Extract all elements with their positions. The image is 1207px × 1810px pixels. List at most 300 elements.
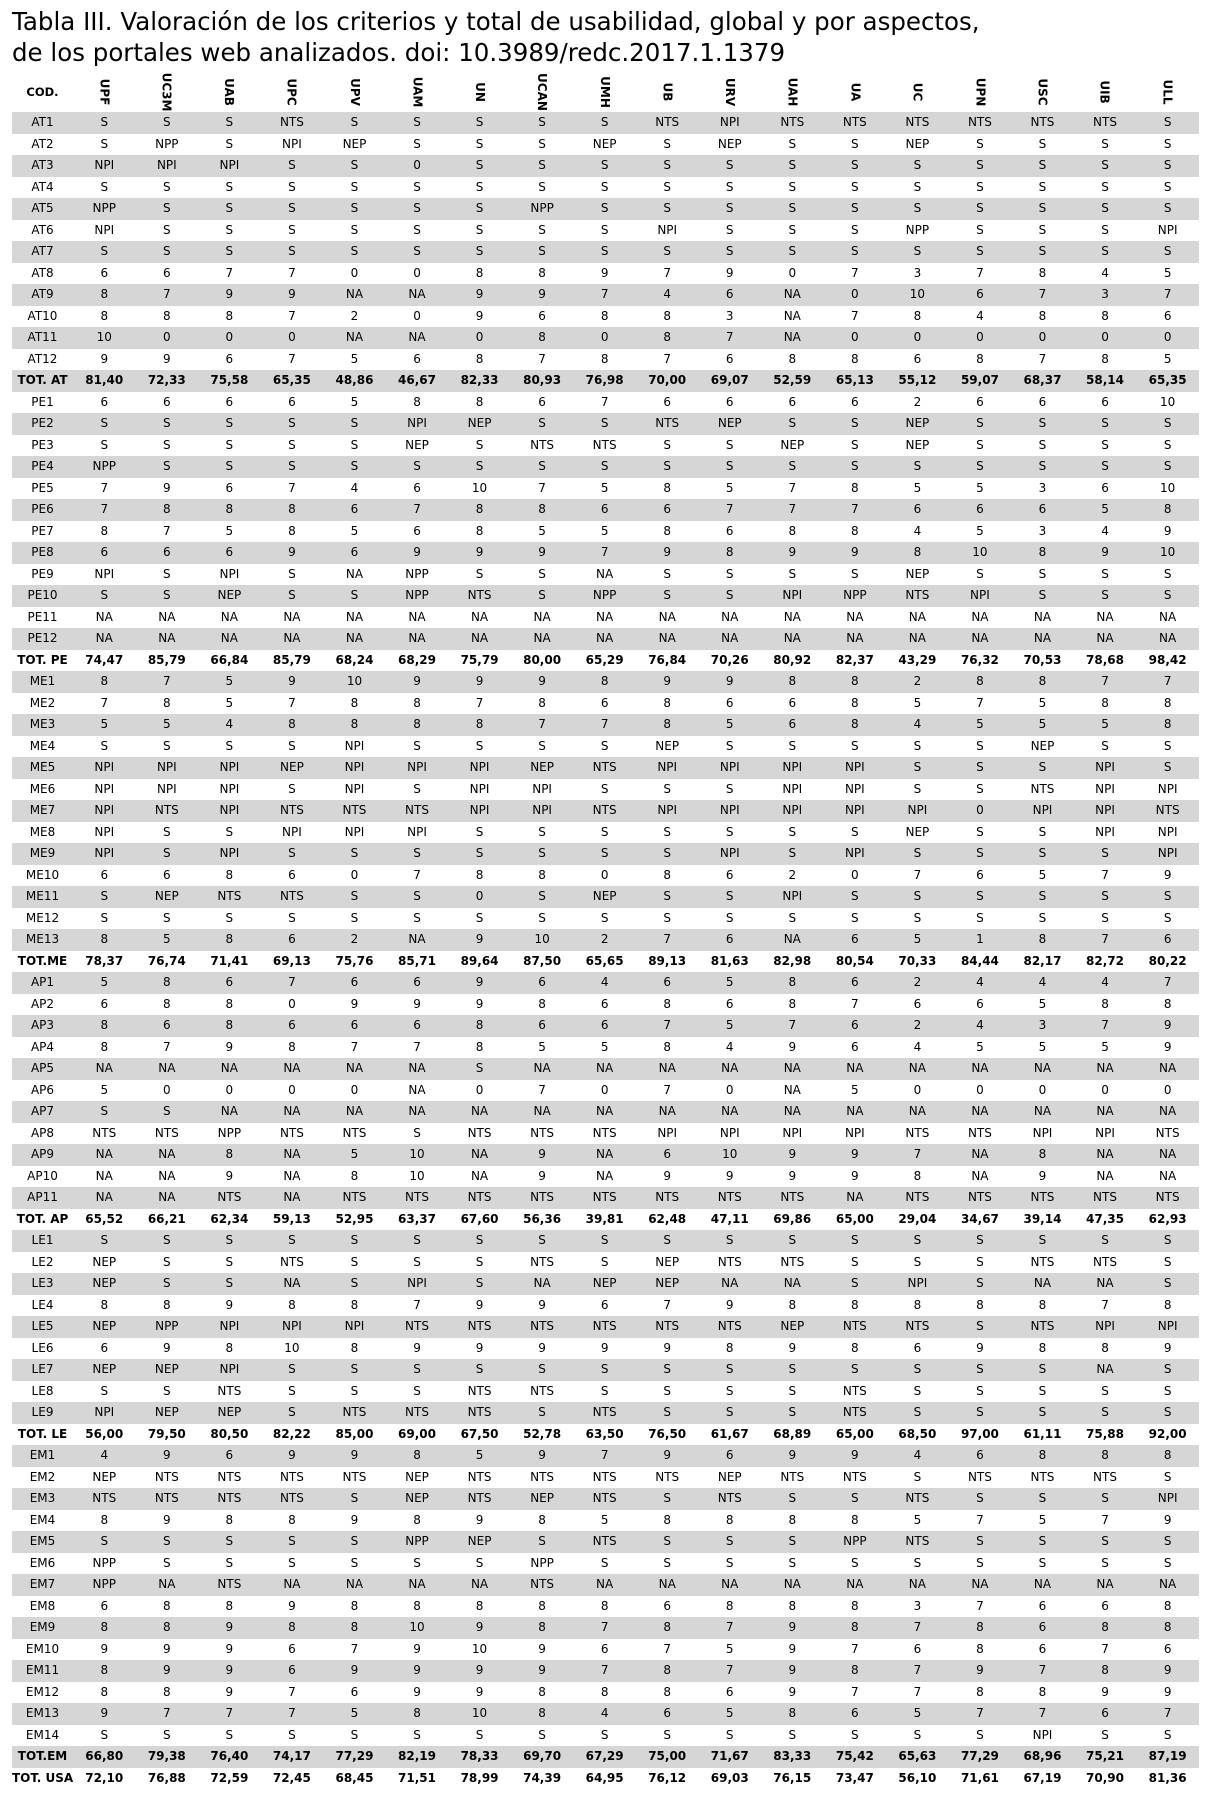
cell-uab: S bbox=[198, 220, 261, 242]
total-row bbox=[12, 951, 1199, 973]
row-code: ME4 bbox=[12, 736, 73, 758]
cell-ub: S bbox=[636, 585, 699, 607]
cell-ua: S bbox=[824, 886, 887, 908]
cell-urv: 6 bbox=[698, 521, 761, 543]
cell-un: 78,33 bbox=[448, 1746, 511, 1768]
cell-umh: 0 bbox=[573, 1080, 636, 1102]
cell-ucan: 9 bbox=[511, 1639, 574, 1661]
cell-usc: S bbox=[1011, 456, 1074, 478]
cell-uib: 6 bbox=[1074, 392, 1137, 414]
cell-upf: S bbox=[73, 585, 136, 607]
cell-upc: 72,45 bbox=[261, 1768, 324, 1790]
cell-uib: NTS bbox=[1074, 1187, 1137, 1209]
row-code: LE8 bbox=[12, 1381, 73, 1403]
cell-upc: 0 bbox=[261, 994, 324, 1016]
cell-upf: S bbox=[73, 1230, 136, 1252]
cell-urv: 6 bbox=[698, 693, 761, 715]
cell-ull: 9 bbox=[1136, 1338, 1199, 1360]
cell-uib: 8 bbox=[1074, 693, 1137, 715]
cell-uab: 8 bbox=[198, 865, 261, 887]
cell-uc: S bbox=[886, 456, 949, 478]
cell-ucan: 74,39 bbox=[511, 1768, 574, 1790]
cell-upv: NA bbox=[323, 1574, 386, 1596]
cell-uib: S bbox=[1074, 413, 1137, 435]
cell-upf: 9 bbox=[73, 1639, 136, 1661]
cell-usc: 3 bbox=[1011, 478, 1074, 500]
cell-uam: 63,37 bbox=[386, 1209, 449, 1231]
cell-uah: 8 bbox=[761, 994, 824, 1016]
cell-upn: S bbox=[949, 564, 1012, 586]
cell-uam: NA bbox=[386, 1058, 449, 1080]
cell-uc3m: 8 bbox=[136, 306, 199, 328]
cell-uib: S bbox=[1074, 177, 1137, 199]
cell-uc3m: 7 bbox=[136, 1037, 199, 1059]
cell-uam: 71,51 bbox=[386, 1768, 449, 1790]
cell-usc: S bbox=[1011, 843, 1074, 865]
cell-ucan: 8 bbox=[511, 327, 574, 349]
cell-urv: 5 bbox=[698, 1703, 761, 1725]
cell-upc: 65,35 bbox=[261, 370, 324, 392]
cell-upn: 9 bbox=[949, 1660, 1012, 1682]
cell-upc: S bbox=[261, 736, 324, 758]
cell-urv: S bbox=[698, 1359, 761, 1381]
cell-upf: NEP bbox=[73, 1359, 136, 1381]
cell-ub: 7 bbox=[636, 929, 699, 951]
cell-usc: 8 bbox=[1011, 1295, 1074, 1317]
cell-ub: 8 bbox=[636, 306, 699, 328]
cell-ull: 5 bbox=[1136, 349, 1199, 371]
table-row bbox=[12, 908, 1199, 930]
row-code: TOT. AT bbox=[12, 370, 73, 392]
cell-uc: 8 bbox=[886, 542, 949, 564]
cell-uib: S bbox=[1074, 585, 1137, 607]
cell-upf: NTS bbox=[73, 1488, 136, 1510]
cell-uam: S bbox=[386, 112, 449, 134]
cell-upc: S bbox=[261, 1531, 324, 1553]
cell-ucan: 6 bbox=[511, 392, 574, 414]
cell-uc3m: 6 bbox=[136, 263, 199, 285]
cell-upc: 6 bbox=[261, 929, 324, 951]
cell-ua: 6 bbox=[824, 1037, 887, 1059]
cell-un: S bbox=[448, 736, 511, 758]
row-code: AT12 bbox=[12, 349, 73, 371]
cell-uab: 8 bbox=[198, 306, 261, 328]
cell-uah: NTS bbox=[761, 1467, 824, 1489]
table-row bbox=[12, 478, 1199, 500]
cell-ua: 6 bbox=[824, 1015, 887, 1037]
row-code: EM7 bbox=[12, 1574, 73, 1596]
cell-upn: S bbox=[949, 1488, 1012, 1510]
cell-ucan: S bbox=[511, 843, 574, 865]
cell-usc: 9 bbox=[1011, 1166, 1074, 1188]
cell-urv: NPI bbox=[698, 843, 761, 865]
cell-ub: S bbox=[636, 435, 699, 457]
cell-upf: S bbox=[73, 177, 136, 199]
cell-ub: 70,00 bbox=[636, 370, 699, 392]
cell-upv: NPI bbox=[323, 779, 386, 801]
cell-uam: 8 bbox=[386, 714, 449, 736]
cell-uam: 85,71 bbox=[386, 951, 449, 973]
cell-uah: NPI bbox=[761, 886, 824, 908]
cell-usc: NTS bbox=[1011, 1252, 1074, 1274]
cell-urv: 8 bbox=[698, 1596, 761, 1618]
cell-usc: S bbox=[1011, 1381, 1074, 1403]
cell-ub: 75,00 bbox=[636, 1746, 699, 1768]
cell-ua: S bbox=[824, 1359, 887, 1381]
cell-uab: 0 bbox=[198, 1080, 261, 1102]
cell-usc: 8 bbox=[1011, 1338, 1074, 1360]
cell-upv: 5 bbox=[323, 349, 386, 371]
cell-usc: NA bbox=[1011, 1058, 1074, 1080]
cell-uah: NTS bbox=[761, 1252, 824, 1274]
header-ucan bbox=[511, 72, 574, 112]
cell-umh: S bbox=[573, 177, 636, 199]
row-code: EM14 bbox=[12, 1725, 73, 1747]
cell-uc: S bbox=[886, 908, 949, 930]
cell-uc3m: 5 bbox=[136, 714, 199, 736]
cell-umh: 76,98 bbox=[573, 370, 636, 392]
cell-umh: S bbox=[573, 1252, 636, 1274]
cell-ucan: NTS bbox=[511, 1467, 574, 1489]
cell-umh: S bbox=[573, 241, 636, 263]
cell-upc: NEP bbox=[261, 757, 324, 779]
cell-ucan: 6 bbox=[511, 1015, 574, 1037]
cell-ua: 5 bbox=[824, 1080, 887, 1102]
cell-ua: NTS bbox=[824, 1316, 887, 1338]
cell-umh: 5 bbox=[573, 478, 636, 500]
cell-uib: 7 bbox=[1074, 1510, 1137, 1532]
cell-uc: 7 bbox=[886, 1144, 949, 1166]
cell-uah: S bbox=[761, 1725, 824, 1747]
cell-uib: NA bbox=[1074, 1101, 1137, 1123]
cell-uab: S bbox=[198, 435, 261, 457]
cell-un: 67,60 bbox=[448, 1209, 511, 1231]
cell-upc: NA bbox=[261, 1101, 324, 1123]
cell-ua: NA bbox=[824, 1058, 887, 1080]
cell-upf: 8 bbox=[73, 929, 136, 951]
cell-upf: 6 bbox=[73, 1338, 136, 1360]
cell-upv: S bbox=[323, 843, 386, 865]
cell-ua: S bbox=[824, 822, 887, 844]
cell-urv: 6 bbox=[698, 929, 761, 951]
cell-upv: NPI bbox=[323, 1316, 386, 1338]
cell-uc3m: 8 bbox=[136, 972, 199, 994]
cell-uam: S bbox=[386, 1230, 449, 1252]
cell-uib: 47,35 bbox=[1074, 1209, 1137, 1231]
cell-uah: 69,86 bbox=[761, 1209, 824, 1231]
cell-uib: 8 bbox=[1074, 1445, 1137, 1467]
cell-ub: 9 bbox=[636, 1338, 699, 1360]
table-row bbox=[12, 1187, 1199, 1209]
cell-uc: NPI bbox=[886, 800, 949, 822]
cell-uc3m: NPI bbox=[136, 155, 199, 177]
row-code: LE5 bbox=[12, 1316, 73, 1338]
cell-uc: 5 bbox=[886, 1510, 949, 1532]
cell-upf: 7 bbox=[73, 499, 136, 521]
cell-upc: 8 bbox=[261, 521, 324, 543]
cell-urv: 0 bbox=[698, 1080, 761, 1102]
cell-uib: 70,90 bbox=[1074, 1768, 1137, 1790]
cell-uib: 4 bbox=[1074, 263, 1137, 285]
cell-uab: NA bbox=[198, 628, 261, 650]
cell-uam: 6 bbox=[386, 521, 449, 543]
cell-upv: 8 bbox=[323, 1338, 386, 1360]
header-uib bbox=[1074, 72, 1137, 112]
cell-ucan: 69,70 bbox=[511, 1746, 574, 1768]
cell-uib: S bbox=[1074, 843, 1137, 865]
row-code: TOT. LE bbox=[12, 1424, 73, 1446]
cell-ub: NA bbox=[636, 1574, 699, 1596]
caption-line-2: de los portales web analizados. doi: 10.3989/redc.2017.1.1379 bbox=[12, 38, 786, 67]
row-code: AT6 bbox=[12, 220, 73, 242]
cell-ub: 6 bbox=[636, 392, 699, 414]
cell-upn: NTS bbox=[949, 112, 1012, 134]
cell-uc: S bbox=[886, 1553, 949, 1575]
table-row bbox=[12, 972, 1199, 994]
cell-urv: 9 bbox=[698, 263, 761, 285]
cell-uam: 8 bbox=[386, 1445, 449, 1467]
cell-ucan: 8 bbox=[511, 865, 574, 887]
cell-upv: 77,29 bbox=[323, 1746, 386, 1768]
cell-uab: 6 bbox=[198, 392, 261, 414]
cell-umh: NTS bbox=[573, 1488, 636, 1510]
cell-umh: 6 bbox=[573, 1295, 636, 1317]
cell-un: 8 bbox=[448, 1596, 511, 1618]
cell-un: 5 bbox=[448, 1445, 511, 1467]
table-row bbox=[12, 241, 1199, 263]
cell-uam: 8 bbox=[386, 1596, 449, 1618]
cell-upc: 85,79 bbox=[261, 650, 324, 672]
cell-ub: 8 bbox=[636, 994, 699, 1016]
cell-upn: S bbox=[949, 757, 1012, 779]
cell-ucan: NPI bbox=[511, 800, 574, 822]
cell-un: S bbox=[448, 564, 511, 586]
cell-un: 9 bbox=[448, 994, 511, 1016]
cell-umh: 67,29 bbox=[573, 1746, 636, 1768]
cell-uc3m: 6 bbox=[136, 865, 199, 887]
cell-umh: NA bbox=[573, 564, 636, 586]
cell-uab: 8 bbox=[198, 994, 261, 1016]
cell-upf: NPP bbox=[73, 1553, 136, 1575]
table-row bbox=[12, 134, 1199, 156]
cell-uc3m: 76,88 bbox=[136, 1768, 199, 1790]
cell-ucan: S bbox=[511, 886, 574, 908]
cell-ua: 8 bbox=[824, 349, 887, 371]
cell-ua: NTS bbox=[824, 112, 887, 134]
cell-uc: 7 bbox=[886, 865, 949, 887]
cell-upc: S bbox=[261, 1230, 324, 1252]
cell-upn: 5 bbox=[949, 714, 1012, 736]
cell-uc: S bbox=[886, 843, 949, 865]
cell-uib: NPI bbox=[1074, 779, 1137, 801]
cell-uah: NEP bbox=[761, 435, 824, 457]
cell-uc3m: 8 bbox=[136, 1596, 199, 1618]
cell-uc3m: NTS bbox=[136, 1467, 199, 1489]
row-code: EM4 bbox=[12, 1510, 73, 1532]
header-uc3m bbox=[136, 72, 199, 112]
row-code: PE11 bbox=[12, 607, 73, 629]
cell-upv: 10 bbox=[323, 671, 386, 693]
cell-upf: S bbox=[73, 413, 136, 435]
header-label: UPF bbox=[97, 78, 112, 106]
cell-upn: 7 bbox=[949, 1703, 1012, 1725]
cell-upc: 8 bbox=[261, 1295, 324, 1317]
row-code: TOT.ME bbox=[12, 951, 73, 973]
cell-uc: S bbox=[886, 155, 949, 177]
cell-umh: 8 bbox=[573, 671, 636, 693]
cell-uc3m: 6 bbox=[136, 392, 199, 414]
cell-umh: 6 bbox=[573, 1015, 636, 1037]
cell-upn: 5 bbox=[949, 478, 1012, 500]
cell-usc: S bbox=[1011, 1488, 1074, 1510]
cell-un: S bbox=[448, 1273, 511, 1295]
cell-ull: S bbox=[1136, 134, 1199, 156]
cell-uam: NA bbox=[386, 929, 449, 951]
cell-un: NA bbox=[448, 607, 511, 629]
cell-umh: 5 bbox=[573, 1037, 636, 1059]
cell-uab: 5 bbox=[198, 671, 261, 693]
cell-upv: S bbox=[323, 1381, 386, 1403]
cell-upn: S bbox=[949, 736, 1012, 758]
cell-ucan: 87,50 bbox=[511, 951, 574, 973]
table-row bbox=[12, 284, 1199, 306]
cell-ua: 65,13 bbox=[824, 370, 887, 392]
cell-ull: NA bbox=[1136, 628, 1199, 650]
cell-upv: 8 bbox=[323, 1166, 386, 1188]
cell-ull: S bbox=[1136, 564, 1199, 586]
cell-ub: 8 bbox=[636, 693, 699, 715]
cell-uah: NPI bbox=[761, 779, 824, 801]
table-row bbox=[12, 779, 1199, 801]
cell-upc: S bbox=[261, 779, 324, 801]
header-uc bbox=[886, 72, 949, 112]
cell-uc: NTS bbox=[886, 1488, 949, 1510]
table-row bbox=[12, 112, 1199, 134]
table-row bbox=[12, 306, 1199, 328]
cell-upc: 7 bbox=[261, 1682, 324, 1704]
cell-upf: S bbox=[73, 134, 136, 156]
cell-upc: 7 bbox=[261, 1703, 324, 1725]
cell-umh: NEP bbox=[573, 134, 636, 156]
cell-uc3m: 9 bbox=[136, 478, 199, 500]
cell-upn: 6 bbox=[949, 392, 1012, 414]
cell-umh: 4 bbox=[573, 1703, 636, 1725]
cell-uab: 9 bbox=[198, 1295, 261, 1317]
cell-ub: 6 bbox=[636, 972, 699, 994]
cell-ua: S bbox=[824, 1230, 887, 1252]
cell-upc: NTS bbox=[261, 886, 324, 908]
cell-uab: NA bbox=[198, 1058, 261, 1080]
cell-uah: 6 bbox=[761, 714, 824, 736]
cell-upf: S bbox=[73, 435, 136, 457]
cell-ull: S bbox=[1136, 1381, 1199, 1403]
row-code: PE6 bbox=[12, 499, 73, 521]
cell-uc: S bbox=[886, 177, 949, 199]
cell-ucan: 8 bbox=[511, 994, 574, 1016]
cell-upf: NA bbox=[73, 1166, 136, 1188]
cell-urv: 71,67 bbox=[698, 1746, 761, 1768]
cell-un: 8 bbox=[448, 392, 511, 414]
cell-upf: NPP bbox=[73, 456, 136, 478]
cell-usc: 8 bbox=[1011, 1144, 1074, 1166]
cell-umh: S bbox=[573, 736, 636, 758]
cell-usc: 70,53 bbox=[1011, 650, 1074, 672]
cell-uam: 10 bbox=[386, 1617, 449, 1639]
cell-upn: 6 bbox=[949, 1445, 1012, 1467]
cell-usc: 68,96 bbox=[1011, 1746, 1074, 1768]
cell-usc: 6 bbox=[1011, 499, 1074, 521]
cell-usc: NTS bbox=[1011, 1187, 1074, 1209]
cell-un: NA bbox=[448, 628, 511, 650]
cell-umh: 8 bbox=[573, 1682, 636, 1704]
cell-upf: 8 bbox=[73, 1682, 136, 1704]
cell-upf: 6 bbox=[73, 1596, 136, 1618]
cell-upn: NTS bbox=[949, 1187, 1012, 1209]
cell-ucan: 8 bbox=[511, 263, 574, 285]
cell-upf: 5 bbox=[73, 972, 136, 994]
cell-urv: S bbox=[698, 198, 761, 220]
cell-uc3m: S bbox=[136, 1725, 199, 1747]
cell-upc: 9 bbox=[261, 1596, 324, 1618]
cell-umh: NTS bbox=[573, 1316, 636, 1338]
cell-ucan: NTS bbox=[511, 1316, 574, 1338]
cell-upc: 7 bbox=[261, 306, 324, 328]
cell-uab: NTS bbox=[198, 1381, 261, 1403]
cell-un: NA bbox=[448, 1574, 511, 1596]
cell-upv: 68,45 bbox=[323, 1768, 386, 1790]
cell-upv: 8 bbox=[323, 714, 386, 736]
cell-ub: NA bbox=[636, 628, 699, 650]
cell-usc: S bbox=[1011, 1402, 1074, 1424]
cell-upf: 65,52 bbox=[73, 1209, 136, 1231]
cell-urv: 7 bbox=[698, 1660, 761, 1682]
cell-uam: 7 bbox=[386, 499, 449, 521]
cell-urv: 5 bbox=[698, 714, 761, 736]
cell-upf: NEP bbox=[73, 1273, 136, 1295]
cell-ucan: 5 bbox=[511, 521, 574, 543]
cell-uab: NPI bbox=[198, 1359, 261, 1381]
cell-upf: S bbox=[73, 1381, 136, 1403]
cell-uib: S bbox=[1074, 1553, 1137, 1575]
cell-ull: S bbox=[1136, 1467, 1199, 1489]
row-code: AT9 bbox=[12, 284, 73, 306]
cell-ua: S bbox=[824, 908, 887, 930]
cell-ucan: 8 bbox=[511, 1682, 574, 1704]
cell-ua: NPI bbox=[824, 800, 887, 822]
cell-umh: S bbox=[573, 1230, 636, 1252]
cell-uab: NPI bbox=[198, 1316, 261, 1338]
cell-uab: 4 bbox=[198, 714, 261, 736]
cell-umh: NTS bbox=[573, 1123, 636, 1145]
cell-upn: 1 bbox=[949, 929, 1012, 951]
cell-upf: 78,37 bbox=[73, 951, 136, 973]
cell-urv: 4 bbox=[698, 1037, 761, 1059]
cell-uah: NA bbox=[761, 607, 824, 629]
row-code: TOT. AP bbox=[12, 1209, 73, 1231]
cell-upv: S bbox=[323, 1725, 386, 1747]
cell-upc: NTS bbox=[261, 800, 324, 822]
table-row bbox=[12, 1510, 1199, 1532]
cell-uab: S bbox=[198, 822, 261, 844]
cell-ua: 6 bbox=[824, 1703, 887, 1725]
cell-uab: S bbox=[198, 1273, 261, 1295]
cell-uib: 9 bbox=[1074, 1682, 1137, 1704]
cell-uam: S bbox=[386, 1381, 449, 1403]
cell-uab: 6 bbox=[198, 542, 261, 564]
cell-uc: S bbox=[886, 1359, 949, 1381]
cell-uib: S bbox=[1074, 1488, 1137, 1510]
cell-urv: 5 bbox=[698, 1639, 761, 1661]
